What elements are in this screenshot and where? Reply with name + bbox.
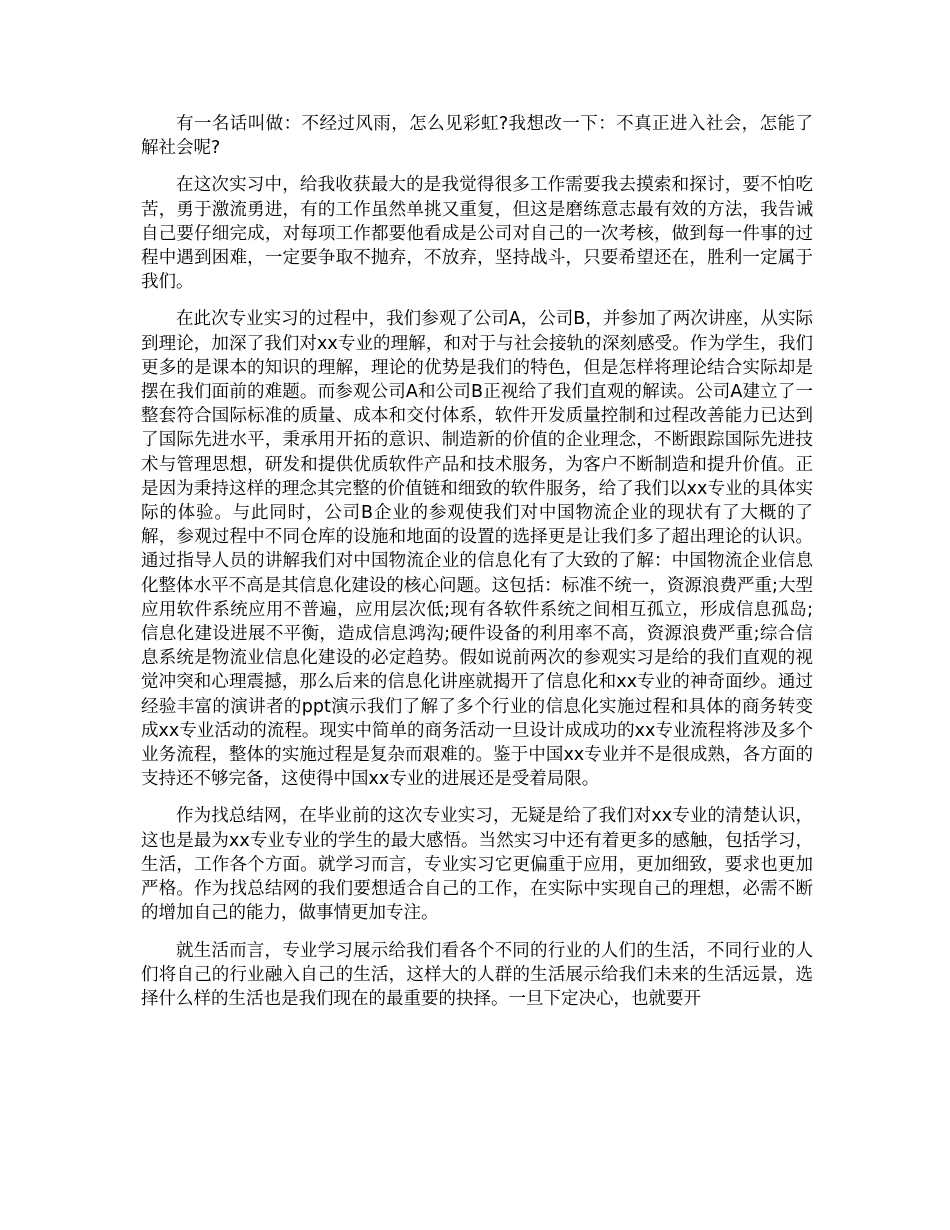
paragraph-company-visits: 在此次专业实习的过程中，我们参观了公司A，公司B，并参加了两次讲座，从实际到理论，加深了我们对xx专业的理解，和对于与社会接轨的深刻感受。作为学生，我们更多的是课本的知识的理解，理论的优势是我们的特色，但是怎样将理论结合实际却是摆在我们面前的难题。而参观公司A和公司B正视给了我们直观的解读。公司A建立了一整套符合国际标准的质量、成本和交付体系，软件开发质量控制和过程改善能力已达到了国际先进水平，秉承用开拓的意识、制造新的价值的企业理念，不断跟踪国际先进技术与管理思想，研发和提供优质软件产品和技术服务，为客户不断制造和提升价值。正是因为秉持这样的理念其完整的价值链和细致的软件服务，给了我们以xx专业的具体实际的体验。与此同时，公司B企业的参观使我们对中国物流企业的现状有了大概的了解，参观过程中不同仓库的设施和地面的设置的选择更是让我们多了超出理论的认识。通过指导人员的讲解我们对中国物流企业的信息化有了大致的了解：中国物流企业信息化整体水平不高是其信息化建设的核心问题。这包括：标准不统一，资源浪费严重;大型应用软件系统应用不普遍，应用层次低;现有各软件系统之间相互孤立，形成信息孤岛;信息化建设进展不平衡，造成信息鸿沟;硬件设备的利用率不高，资源浪费严重;综合信息系统是物流业信息化建设的必定趋势。假如说前两次的参观实习是给的我们直观的视觉冲突和心理震撼，那么后来的信息化讲座就揭开了信息化和xx专业的神奇面纱。通过经验丰富的演讲者的ppt演示我们了解了多个行业的信息化实施过程和具体的商务转变成xx专业活动的流程。现实中简单的商务活动一旦设计成成功的xx专业流程将涉及多个业务流程，整体的实施过程是复杂而艰难的。鉴于中国xx专业并不是很成熟，各方面的支持还不够完备，这使得中国xx专业的进展还是受着局限。	[141, 309, 813, 790]
paragraph-life: 就生活而言，专业学习展示给我们看各个不同的行业的人们的生活，不同行业的人们将自己的行业融入自己的生活，这样大的人群的生活展示给我们未来的生活远景，选择什么样的生活也是我们现在的最重要的抉择。一旦下定决心，也就要开	[141, 940, 813, 1009]
paragraph-internship-gains: 在这次实习中，给我收获最大的是我觉得很多工作需要我去摸索和探讨，要不怕吃苦，勇于激流勇进，有的工作虽然单挑又重复，但这是磨练意志最有效的方法，我告诫自己要仔细完成，对每项工作都要他看成是公司对自己的一次考核，做到每一件事的过程中遇到困难，一定要争取不抛弃，不放弃，坚持战斗，只要希望还在，胜利一定属于我们。	[141, 175, 813, 293]
paragraph-reflection: 作为找总结网，在毕业前的这次专业实习，无疑是给了我们对xx专业的清楚认识，这也是最为xx专业专业的学生的最大感悟。当然实习中还有着更多的感触，包括学习，生活，工作各个方面。就学习而言，专业实习它更偏重于应用，更加细致，要求也更加严格。作为找总结网的我们要想适合自己的工作，在实际中实现自己的理想，必需不断的增加自己的能力，做事情更加专注。	[141, 806, 813, 924]
document-body	[141, 112, 813, 1024]
paragraph-intro: 有一名话叫做：不经过风雨，怎么见彩虹?我想改一下：不真正进入社会，怎能了解社会呢?	[141, 114, 813, 159]
